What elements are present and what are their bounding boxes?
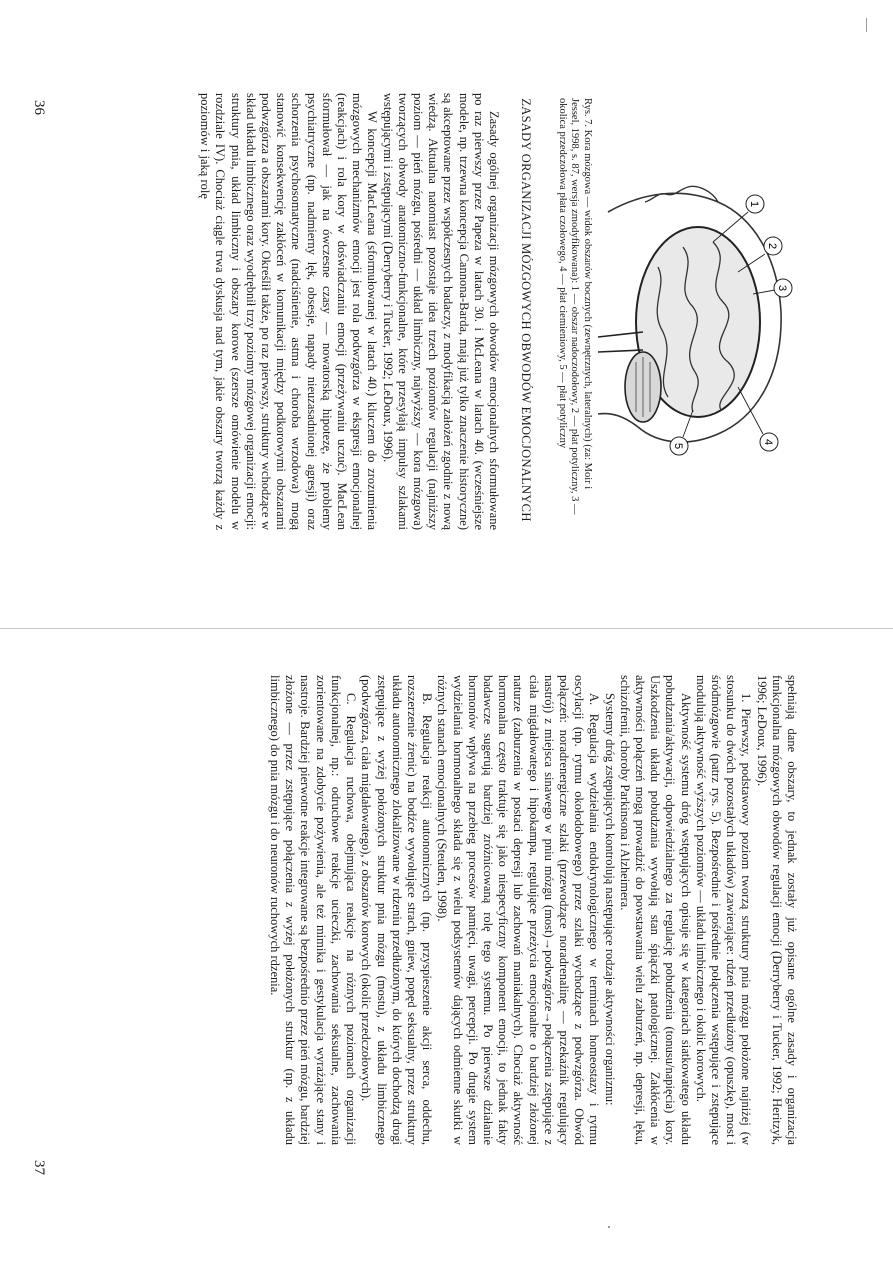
figure-caption: Rys. 7. Kora mózgowa — widok obszarów bocznych (zewnętrznych, lateralnych) (za: Moir i Jessel, 1998, s. 87, wersja zmodyfikowana): 1 — obszar nadoczodołowy, 2 — płat potyliczny, 3 — okolica przedczołowa płata czołowego, 4 — płat ciemieniowy, 5 — płat potyliczny	[556, 98, 593, 515]
right-page	[0, 640, 893, 1263]
paragraph: C. Regulacja ruchowa, obejmująca reakcje na różnych poziomach organizacji funkcjonalnej, np.: odruchowe reakcje ucieczki, zachowania seksualne, zachowania zorientowane na zdobycie pożywienia, ale też mimika i gestykulacja wyrażające stany i nastroje. Bardziej pierwotne reakcje integrowane są bezpośrednio przez pień mózgu, bardziej złożone — przez zstępujące połączenia z wyżej położonych struktur (np. z układu limbicznego) do pnia mózgu i do neuronów ruchowych rdzenia.	[268, 675, 359, 1145]
brain-figure	[598, 172, 793, 472]
callout-4	[738, 387, 778, 451]
right-body-text	[267, 675, 799, 1145]
page-number: 36	[31, 100, 47, 115]
svg-text:3: 3	[776, 284, 788, 292]
paragraph: B. Regulacja reakcji autonomicznych (np. przyspieszenie akcji serca, oddechu, rozszerzenie źrenic) na bodźce wywołujące strach, gniew, popęd seksualny, przez struktury układu autonomicznego zlokalizowane w rdzeniu przedłużonym, do których dochodzą drogi zstępujące z wyżej położonych struktur pnia mózgu (mostu), z układu limbicznego (podwzgórza, ciała migdałowatego), z obszarów korowych (okolic przedczołowych).	[359, 675, 435, 1145]
paragraph: W koncepcji MacLeana (sformułowanej w latach 40.) kluczem do zrozumienia mózgowych mechanizmów emocji jest rola podwzgórza w ekspresji emocjonalnej (reakcjach) i rola kory w doświadczaniu emocji (przeżywaniu uczuć). MacLean sformułował — jak na ówczesne czasy — nowatorską hipotezę, że problemy psychiatryczne (np. nadmierny lęk, obsesje, napady nieuzasadnionej agresji) oraz schorzenia psychosomatyczne (nadciśnienie, astma i choroba wrzodowa) mogą stanowić konsekwencję zakłóceń w komunikacji między podkorowymi obszarami podwzgórza a obszarami kory. Określił także, po raz pierwszy, struktury wchodzące w skład układu limbicznego oraz wyodrębnił trzy poziomy mózgowej organizacji emocji: struktury pnia, układ limbiczny i obszary korowe (szersze omówienie modelu w rozdziale IV). Chociaż ciągle trwa dyskusja nad tym, jakie obszary tworzą każdy z poziomów i jaką rolę	[198, 93, 380, 530]
left-page	[0, 0, 893, 620]
page-number: 37	[31, 1160, 47, 1175]
paragraph: Systemy dróg zstępujących kontrolują następujące rodzaje aktywności organizmu:	[602, 693, 617, 1106]
svg-text:5: 5	[672, 442, 684, 450]
left-body-text	[197, 93, 501, 530]
svg-text:4: 4	[762, 438, 774, 446]
paragraph: Aktywność systemu dróg wstępujących opisuje się w kategoriach siatkowatego układu pobudzania/aktywacji, odpowiedzialnego za regulację pobudzenia (tonusu/napięcia) kory. Uszkodzenia układu pobudzania wywołują stan śpiączki patologicznej. Zakłócenia w aktywności połączeń mogą prowadzić do powstawania wielu zaburzeń, np. depresji, lęku, schizofrenii, choroby Parkinsona i Alzheimera.	[617, 675, 693, 1145]
section-heading: ZASADY ORGANIZACJI MÓZGOWYCH OBWODÓW EMOCJONALNYCH	[519, 98, 533, 522]
svg-text:1: 1	[748, 200, 760, 208]
paragraph: Zasady ogólnej organizacji mózgowych obwodów emocjonalnych sformułowane po raz pierwszy przez Papeza w latach 30. i McLeana w latach 40. (wcześniejsze modele, np. trzewna koncepcja Cannona-Barda, mają już tylko znaczenie historyczne) są akceptowane przez współczesnych badaczy, z modyfikacją założeń zgodnie z nową wiedzą. Aktualna natomiast pozostaje idea trzech poziomów regulacji (najniższy poziom — pień mózgu, pośredni — układ limbiczny, najwyższy — kora mózgowa) tworzących obwody anatomiczno-funkcjonalne, które przesyłają impulsy szlakami wstępującymi i zstępującymi (Derryberry i Tucker, 1992; LeDoux, 1996).	[380, 93, 501, 530]
paragraph: spełniają dane obszary, to jednak zostały już opisane ogólne zasady i organizacja funkcjonalna mózgowych obwodów regulacji emocji (Derryberry i Tucker, 1992; Heritzyk, 1996; LeDoux, 1996).	[754, 675, 799, 1145]
paragraph: A. Regulacja wydzielania endokrynologicznego w terminach homeostazy i rytmu oscylacji (np. rytmu okołodobowego) przez szlaki wychodzące z podwzgórza. Obwód połączeń: noradrenergiczne szlaki (przewodzące noradrenalinę — przekaźnik regulujący nastrój) z miejsca sinawego w pniu mózgu (most)→podwzgórze→połączenia zstępujące z ciała migdałowatego i hipokampa, regulujące przeżycia emocjonalne o bardziej złożonej naturze (zaburzenia w postaci depresji lub zachowań maniakalnych). Chociaż aktywność hormonalna często traktuje się jako niespecyficzny komponent emocji, to jednak fakty badawcze sugerują bardziej zróżnicowaną rolę tego systemu. Po pierwsze działanie hormonów wpływa na przebieg procesów pamięci, uwagi, percepcji. Po drugie system wydzielania hormonalnego składa się z wielu podsystemów dających odmienne skutki w różnych stanach emocjonalnych (Steuden, 1998).	[435, 675, 602, 1145]
callout-3	[753, 279, 792, 297]
svg-text:2: 2	[766, 242, 778, 250]
paragraph: 1. Pierwszy, podstawowy poziom tworzą struktury pnia mózgu położone najniżej (w stosunku do dwóch pozostałych układów) zawierające: rdzeń przedłużony (opuszkę), most i śródmózgowie (patrz rys. 5). Bezpośrednie i pośrednie połączenia wstępujące i zstępujące modulują aktywność wyższych poziomów — układu limbicznego i okolic korowych.	[693, 675, 754, 1145]
